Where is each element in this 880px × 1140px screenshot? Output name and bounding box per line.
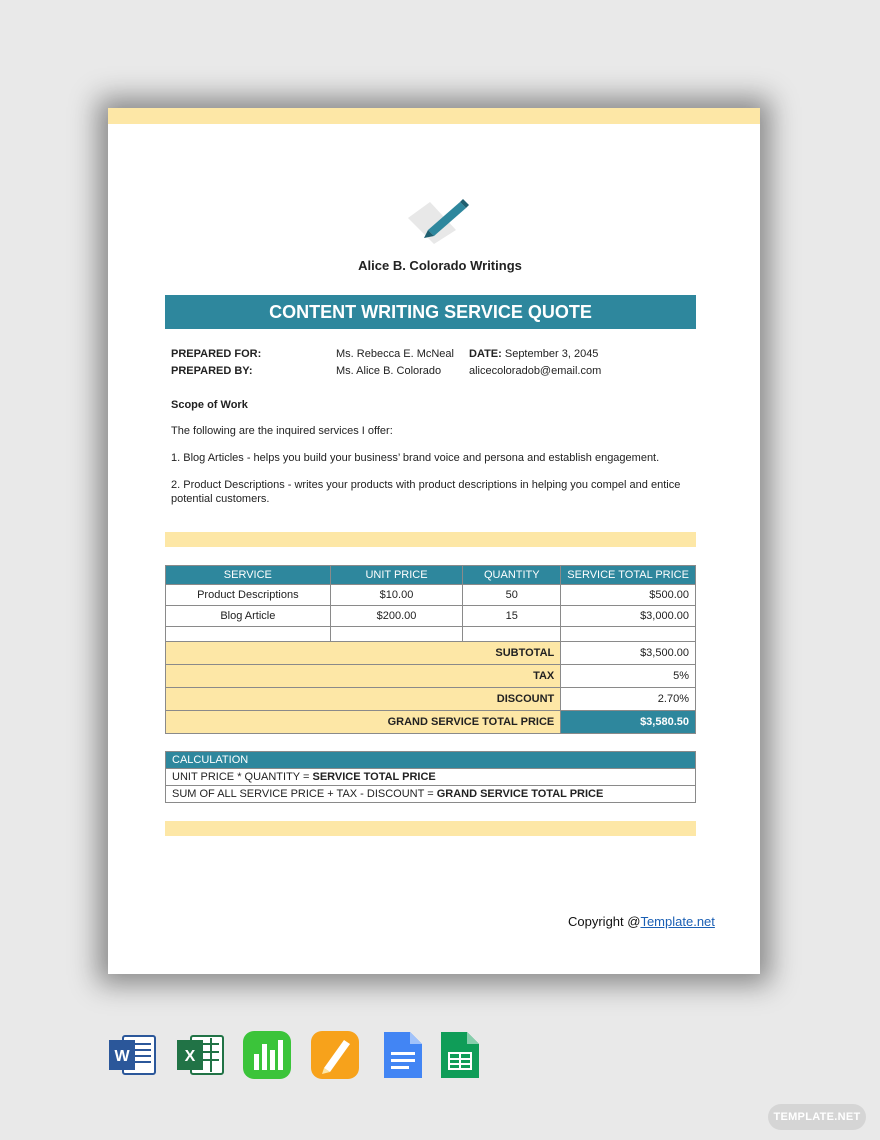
discount-label: DISCOUNT bbox=[166, 688, 561, 711]
column-header: UNIT PRICE bbox=[330, 566, 463, 585]
unit-price-cell: $200.00 bbox=[330, 606, 463, 627]
service-item-2: 2. Product Descriptions - writes your products with product descriptions in helping you compel and entice potential customers. bbox=[171, 479, 681, 505]
table-row bbox=[166, 585, 696, 606]
calculation-heading: CALCULATION bbox=[166, 752, 696, 769]
pen-paper-logo-icon bbox=[406, 196, 476, 246]
grand-total-row bbox=[166, 711, 696, 734]
column-header: QUANTITY bbox=[463, 566, 561, 585]
grand-total-value: $3,580.50 bbox=[561, 711, 696, 734]
total-cell: $3,000.00 bbox=[561, 606, 696, 627]
date-label: DATE: bbox=[469, 348, 502, 360]
formula-text: SUM OF ALL SERVICE PRICE + TAX - DISCOUNT = bbox=[172, 788, 437, 800]
subtotal-value: $3,500.00 bbox=[561, 642, 696, 665]
excel-icon[interactable] bbox=[175, 1030, 225, 1080]
page-title: CONTENT WRITING SERVICE QUOTE bbox=[165, 295, 696, 329]
copyright-notice bbox=[568, 914, 715, 929]
column-header: SERVICE bbox=[166, 566, 331, 585]
total-cell: $500.00 bbox=[561, 585, 696, 606]
template-net-badge[interactable]: TEMPLATE.NET bbox=[768, 1104, 866, 1130]
prepared-by-value: Ms. Alice B. Colorado bbox=[336, 365, 442, 377]
grand-total-label: GRAND SERVICE TOTAL PRICE bbox=[166, 711, 561, 734]
discount-value: 2.70% bbox=[561, 688, 696, 711]
prepared-for-value: Ms. Rebecca E. McNeal bbox=[336, 348, 454, 360]
quantity-cell: 50 bbox=[463, 585, 561, 606]
calculation-line bbox=[166, 769, 696, 786]
company-name: Alice B. Colorado Writings bbox=[358, 258, 522, 273]
formula-result: GRAND SERVICE TOTAL PRICE bbox=[436, 788, 604, 800]
table-row-empty bbox=[166, 627, 696, 642]
subtotal-label: SUBTOTAL bbox=[166, 642, 561, 665]
formula-text: UNIT PRICE * QUANTITY = bbox=[172, 771, 313, 783]
pages-icon[interactable] bbox=[310, 1030, 360, 1080]
table-header-row bbox=[166, 566, 696, 585]
calculation-line bbox=[166, 786, 696, 803]
tax-label: TAX bbox=[166, 665, 561, 688]
discount-row bbox=[166, 688, 696, 711]
subtotal-row bbox=[166, 642, 696, 665]
quote-table bbox=[165, 565, 696, 734]
template-link[interactable]: Template.net bbox=[640, 914, 715, 929]
formula-result: SERVICE TOTAL PRICE bbox=[312, 771, 436, 783]
word-icon[interactable] bbox=[107, 1030, 157, 1080]
tax-row bbox=[166, 665, 696, 688]
date-value: September 3, 2045 bbox=[504, 348, 599, 360]
document-page bbox=[108, 108, 760, 974]
yellow-divider bbox=[165, 532, 696, 547]
top-accent-bar bbox=[108, 108, 760, 124]
email-address: alicecoloradob@email.com bbox=[469, 365, 602, 377]
tax-value: 5% bbox=[561, 665, 696, 688]
service-item-1: 1. Blog Articles - helps you build your business’ brand voice and persona and establish engagement. bbox=[171, 452, 660, 464]
service-cell: Blog Article bbox=[166, 606, 331, 627]
intro-text: The following are the inquired services I offer: bbox=[171, 425, 393, 437]
google-docs-icon[interactable] bbox=[378, 1030, 428, 1080]
table-row bbox=[166, 606, 696, 627]
scope-heading: Scope of Work bbox=[171, 399, 248, 411]
column-header: SERVICE TOTAL PRICE bbox=[561, 566, 696, 585]
svg-text:X: X bbox=[184, 1048, 196, 1065]
service-cell: Product Descriptions bbox=[166, 585, 331, 606]
svg-text:W: W bbox=[114, 1048, 130, 1065]
google-sheets-icon[interactable] bbox=[435, 1030, 485, 1080]
prepared-for-label: PREPARED FOR: bbox=[171, 348, 262, 360]
calculation-table bbox=[165, 751, 696, 803]
numbers-icon[interactable] bbox=[242, 1030, 292, 1080]
prepared-by-label: PREPARED BY: bbox=[171, 365, 253, 377]
quantity-cell: 15 bbox=[463, 606, 561, 627]
yellow-divider bbox=[165, 821, 696, 836]
copyright-prefix: Copyright @ bbox=[568, 914, 641, 929]
unit-price-cell: $10.00 bbox=[330, 585, 463, 606]
